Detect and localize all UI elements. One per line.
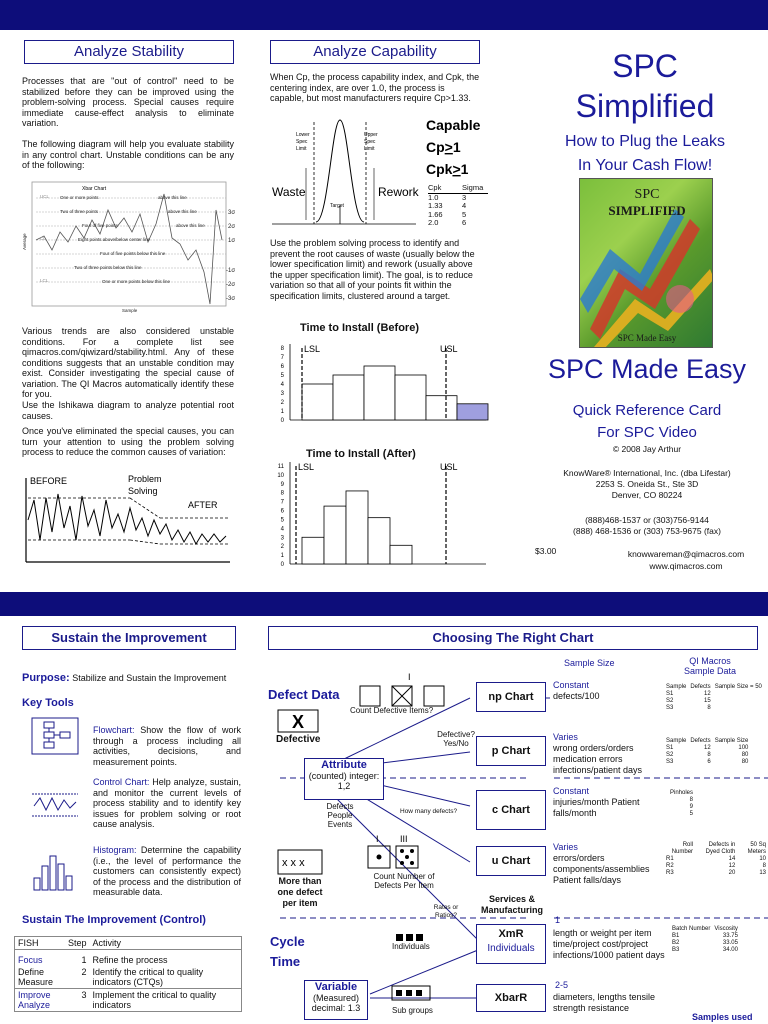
y-tick-label: 11 [277, 464, 284, 470]
control-chart-text: Help analyze, sustain, and monitor the current levels of process stability and to identify key issues for problem solving or root cause analysis. [93, 777, 241, 829]
roman-i: I [376, 834, 379, 844]
y-tick-label: 5 [280, 517, 284, 524]
u-th: Roll Number [671, 842, 694, 855]
individuals-label: Individuals [487, 943, 535, 954]
y-tick-label: 6 [280, 508, 284, 515]
xmr-desc: length or weight per item time/project cost/project infections/1000 patient days [553, 928, 665, 960]
sigma-3: 3σ [228, 210, 236, 216]
price: $3.00 [535, 546, 557, 556]
samples-used: Samples used [692, 1012, 753, 1022]
choosing-header: Choosing The Right Chart [268, 626, 758, 650]
p-td: 6 [707, 759, 711, 765]
count-number-label: Count Number of Defects Per Item [373, 872, 435, 890]
attribute-box [304, 758, 384, 800]
sigma-cell: 3 [462, 192, 467, 202]
u-td: R2 [666, 863, 674, 869]
activity-cell: Refine the process [92, 954, 168, 965]
sustain-header: Sustain the Improvement [22, 626, 236, 650]
c-td: 8 [689, 797, 694, 803]
xmr-td: B2 [672, 940, 680, 946]
p-desc: wrong orders/orders medication errors infections/patient days [553, 743, 643, 775]
cover-subtitle-2: In Your Cash Flow! [577, 157, 713, 174]
rule-4-text: Eight points above/below center line [78, 237, 151, 242]
activity-cell: Identify the critical to quality indicators (CTQs) [92, 966, 204, 987]
capable-label: Capable [426, 117, 481, 133]
p-td: 80 [741, 752, 749, 758]
solving-label: Solving [128, 486, 158, 496]
step-col-head: Step [68, 938, 87, 948]
rule-2-text: Two of three points [60, 209, 99, 214]
np-th: Sample [666, 684, 687, 690]
y-tick-label: 8 [280, 490, 284, 497]
rule-2b-text: above this line [168, 209, 197, 214]
xmr-chart-box[interactable] [476, 924, 546, 964]
xmr-td: 33.75 [722, 933, 738, 939]
p-td: S2 [666, 752, 674, 758]
roman-iii: III [400, 834, 408, 844]
histogram-bar [426, 396, 457, 420]
u-td: 14 [728, 856, 736, 862]
cover-subtitle-1: How to Plug the Leaks [564, 133, 726, 150]
control-chart-term: Control Chart: [93, 777, 150, 787]
how-many-defects: How many defects? [400, 808, 458, 815]
u-sample-size: Varies [553, 842, 578, 852]
histogram-bar [364, 366, 395, 420]
xmr-td: B3 [672, 947, 680, 953]
analyze-capability-header: Analyze Capability [270, 40, 480, 64]
quick-ref-card: Quick Reference Card [572, 402, 722, 419]
sigma-minus-1: -1σ [226, 268, 236, 274]
y-tick-label: 6 [280, 364, 284, 370]
fish-col-head: FISH [18, 938, 39, 948]
c-sample-size: Constant [553, 786, 590, 796]
cl-label: CL [40, 236, 46, 241]
qi-macros-label: QI Macros Sample Data [683, 656, 737, 676]
purpose-text: Stabilize and Sustain the Improvement [72, 673, 227, 683]
histogram-term: Histogram: [93, 845, 137, 855]
u-td: 12 [728, 863, 736, 869]
xmr-td: B1 [672, 933, 680, 939]
histogram-desc [93, 845, 241, 898]
defective-label: Defective [276, 734, 321, 745]
y-tick-label: 1 [280, 409, 284, 415]
city: Denver, CO 80224 [611, 490, 683, 500]
c-th: Pinholes [670, 790, 694, 796]
p-td: 12 [704, 745, 711, 751]
rule-5-text: Four of five points below this line [100, 251, 166, 256]
xmr-label: XmR [498, 928, 524, 940]
np-td: S1 [666, 691, 674, 697]
cpk-cell: 1.33 [428, 201, 443, 210]
activity-col-head: Activity [92, 938, 122, 948]
xbar-sample-size: 2-5 [555, 980, 569, 990]
u-td: 8 [762, 863, 766, 869]
problem-label: Problem [128, 474, 162, 484]
u-td: 10 [759, 856, 766, 862]
c-chart-box[interactable]: c Chart [476, 790, 546, 830]
np-th: Defects [690, 684, 711, 690]
variable-measured: (Measured) decimal: 1.3 [311, 993, 361, 1013]
u-sample-table [664, 842, 768, 877]
xmr-td: 34.00 [722, 947, 738, 953]
phone: (888)468-1537 or (303)756-9144 [585, 515, 709, 525]
lsl-label: LSL [304, 344, 321, 354]
cover-title-simplified: Simplified [575, 88, 715, 124]
for-spc-video: For SPC Video [597, 424, 697, 441]
fax: (888) 468-1536 or (303) 753-9675 (fax) [573, 526, 721, 536]
y-tick-label: 7 [280, 355, 284, 361]
after-histogram [276, 458, 492, 570]
rule-6-text: Two of three points below this line [74, 265, 142, 270]
step-cell: 3 [81, 989, 87, 1000]
y-axis-label: Average [22, 233, 27, 250]
target-label: Target [330, 203, 344, 209]
stability-ishikawa: Use the Ishikawa diagram to analyze potential root causes. [22, 400, 234, 421]
histogram-bar [302, 384, 333, 420]
y-tick-label: 4 [280, 526, 284, 533]
activity-cell: Implement the critical to quality indicators [92, 989, 217, 1010]
before-label: BEFORE [30, 476, 68, 486]
np-sample-table [664, 684, 764, 712]
lsl-label: LSL [298, 462, 315, 472]
histogram-bar [457, 404, 488, 420]
fish-cell: Define Measure [18, 966, 54, 987]
p-td: 80 [741, 759, 749, 765]
flowchart-text: Show the flow of work through a process including all activities, decisions, and measurement points. [93, 725, 241, 767]
histogram-icon [30, 852, 80, 892]
lcl-label: LCL [40, 278, 49, 283]
np-td: S2 [666, 698, 674, 704]
c-sample-table [668, 790, 695, 818]
upper-spec-label-3: Limit [364, 146, 375, 152]
waste-label: Waste [272, 185, 306, 199]
step-cell: 1 [81, 954, 87, 965]
upper-spec-label-2: Spec [364, 139, 376, 145]
individuals-small: Individuals [392, 942, 430, 951]
c-td: 9 [689, 804, 694, 810]
xmr-th: Viscosity [714, 926, 738, 932]
p-chart-box[interactable]: p Chart [476, 736, 546, 766]
p-td: S3 [666, 759, 674, 765]
histogram-text: Determine the capability (i.e., the level of performance the customers can consistently expect) of the process and the distribution of measurable data. [93, 845, 241, 897]
u-td: R3 [666, 870, 674, 876]
before-chart-title: Time to Install (Before) [300, 322, 419, 334]
xbar-title: Xbar Chart [82, 186, 107, 192]
lower-spec-label-3: Limit [296, 146, 307, 152]
book-title-simplified: SIMPLIFIED [608, 203, 686, 218]
defect-data-label: Defect Data [268, 687, 340, 702]
fish-cell: Focus [18, 954, 43, 965]
book-cover-image [579, 178, 713, 348]
key-tools-heading: Key Tools [22, 697, 74, 709]
p-td: 8 [707, 752, 711, 758]
y-tick-label: 8 [280, 346, 284, 352]
stability-trends: Various trends are also considered unstable conditions. For a complete list see qimacros.com/qiwizard/stability.html. Any of these conditions suggests that an unstable condition may exist. Consider investigating the special cause of variation. The QI Macros automatically identify these for you. [22, 326, 234, 399]
stability-diagram-intro: The following diagram will help you evaluate stability in any control chart. Unstable conditions can be any of the following: [22, 139, 234, 170]
histogram-bar [395, 375, 426, 420]
np-td: S3 [666, 705, 674, 711]
xmr-td: 33.05 [722, 940, 738, 946]
p-th: Sample [666, 738, 687, 744]
rule-3-text: Four of five points [82, 223, 118, 228]
p-td: 100 [738, 745, 749, 751]
address: 2253 S. Oneida St., Ste 3D [595, 479, 699, 489]
capability-problem-solving: Use the problem solving process to identify and prevent the root causes of waste (usually below the lower specification limit) and rework (usually above the upper specification limit). The goal, is to reduce variation so that all of your points fit within the specification limits, clustered around a target. [270, 238, 475, 301]
np-th: Sample Size = 50 [714, 684, 762, 690]
np-desc: defects/100 [553, 691, 600, 701]
cpk-cell: 2.0 [428, 218, 439, 227]
y-tick-label: 3 [280, 391, 284, 397]
p-sample-table [664, 738, 750, 766]
y-tick-label: 1 [280, 553, 284, 560]
y-tick-label: 7 [280, 499, 284, 506]
flowchart-icon [30, 716, 80, 756]
sigma-cell: 6 [462, 218, 467, 227]
sample-size-label: Sample Size [564, 658, 615, 668]
cover-title-spc: SPC [612, 48, 678, 84]
p-td: S1 [666, 745, 674, 751]
y-tick-label: 10 [277, 472, 284, 479]
y-tick-label: 0 [280, 562, 284, 568]
defects-people-events: Defects People Events [326, 802, 354, 829]
cpk-label: Cpk>1 [426, 161, 469, 177]
defective-yes-no: Defective? Yes/No [437, 730, 475, 748]
sigma-1: 1σ [228, 238, 236, 244]
p-sample-size: Varies [553, 732, 578, 742]
count-defective-label: Count Defective Items? [350, 706, 434, 715]
book-title-spc: SPC [634, 187, 660, 202]
rework-label: Rework [378, 185, 419, 199]
y-tick-label: 5 [280, 373, 284, 379]
u-td: R1 [666, 856, 674, 862]
y-tick-label: 0 [280, 418, 284, 424]
roman-i-top: I [408, 672, 411, 682]
middle-banner [0, 592, 768, 616]
x-mark: X [291, 712, 305, 732]
p-th: Sample Size [714, 738, 749, 744]
rule-1-text: One or more points [60, 195, 99, 200]
c-desc: injuries/month Patient falls/month [553, 797, 640, 818]
sigma-cell: 5 [462, 209, 467, 219]
fish-cell: Improve Analyze [18, 989, 51, 1010]
cp-label: Cp>1 [426, 139, 461, 155]
stability-common-causes: Once you've eliminated the special causes, you can turn your attention to using the problem solving process to reduce the common causes of variation: [22, 426, 234, 457]
usl-label: USL [440, 344, 458, 354]
stability-rules-chart [22, 180, 238, 314]
histogram-bar [390, 545, 412, 564]
services-manufacturing: Services & Manufacturing [481, 894, 543, 915]
xmr-sample-size: 1 [555, 915, 561, 925]
np-td: 8 [707, 705, 711, 711]
histogram-bar [333, 375, 364, 420]
xbarr-chart-box[interactable]: XbarR [476, 984, 546, 1012]
after-chart-title: Time to Install (After) [306, 448, 416, 460]
fish-table [14, 936, 242, 1012]
c-td: 5 [689, 811, 694, 817]
top-banner [0, 0, 768, 30]
analyze-stability-header: Analyze Stability [24, 40, 234, 64]
attribute-label: Attribute [321, 759, 367, 771]
email-link[interactable]: knowwareman@qimacros.com [627, 549, 745, 559]
lower-spec-label: Lower [296, 132, 310, 138]
y-tick-label: 4 [280, 382, 284, 388]
histogram-bar [368, 518, 390, 564]
y-tick-label: 9 [280, 481, 284, 488]
more-than-one-defect: More than one defect per item [277, 876, 323, 908]
flowchart-desc [93, 725, 241, 767]
upper-spec-label: Upper [364, 132, 378, 138]
website-link[interactable]: www.qimacros.com [649, 561, 723, 571]
rule-3b-text: above this line [176, 223, 205, 228]
xmr-th: Batch Number [672, 926, 711, 932]
capability-intro: When Cp, the process capability index, and Cpk, the centering index, are over 1.0, the process is capable, but most manufacturers require Cp>1.33. [270, 72, 480, 103]
y-tick-label: 2 [280, 544, 284, 551]
variable-label: Variable [314, 981, 358, 993]
np-chart-box[interactable]: np Chart [476, 682, 546, 712]
purpose [22, 672, 226, 684]
usl-label: USL [440, 462, 458, 472]
control-table-title: Sustain The Improvement (Control) [22, 914, 206, 926]
control-chart-desc [93, 777, 241, 830]
u-chart-box[interactable]: u Chart [476, 846, 546, 876]
sigma-header: Sigma [462, 183, 484, 192]
book-title-bottom: SPC Made Easy [617, 333, 677, 343]
u-th: Defects in Dyed Cloth [705, 842, 736, 855]
after-label: AFTER [188, 500, 218, 510]
y-tick-label: 3 [280, 535, 284, 542]
cpk-sigma-table [428, 184, 488, 228]
sigma-cell: 4 [462, 201, 467, 210]
spc-made-easy: SPC Made Easy [547, 354, 747, 384]
rates-or-ratios: Rates or Ratios? [433, 904, 459, 919]
before-histogram [276, 336, 492, 428]
company: KnowWare® International, Inc. (dba Lifestar) [563, 468, 731, 478]
cpk-header: Cpk [428, 183, 442, 192]
sigma-minus-3: -3σ [226, 296, 236, 302]
histogram-bar [324, 506, 346, 564]
np-sample-size: Constant [553, 680, 590, 690]
purpose-label: Purpose: [22, 672, 70, 684]
sub-groups-label: Sub groups [392, 1006, 433, 1015]
before-after-run-chart [20, 470, 236, 570]
ucl-label: UCL [40, 194, 50, 199]
flowchart-term: Flowchart: [93, 725, 135, 735]
sigma-2: 2σ [228, 224, 236, 230]
attribute-counted: (counted) integer: 1,2 [308, 771, 380, 791]
u-th: 50 Sq Meters [747, 842, 766, 855]
np-td: 15 [704, 698, 711, 704]
cpk-cell: 1.66 [428, 209, 443, 219]
np-td: 12 [704, 691, 711, 697]
histogram-bar [346, 491, 368, 564]
histogram-bar [302, 537, 324, 564]
u-td: 13 [759, 870, 766, 876]
rule-1b-text: above this line [158, 195, 187, 200]
control-chart-icon [30, 790, 80, 820]
sigma-minus-2: -2σ [226, 282, 236, 288]
xmr-sample-table [670, 926, 740, 954]
x-axis-label: Sample [122, 308, 138, 313]
step-cell: 2 [81, 966, 87, 977]
cycle-time-label: Cycle Time [270, 934, 305, 969]
u-desc: errors/orders components/assemblies Patient falls/days [553, 853, 650, 885]
copyright: © 2008 Jay Arthur [612, 444, 682, 454]
rule-7-text: One or more points below this line [102, 279, 171, 284]
p-th: Defects [690, 738, 711, 744]
x-marks-text: x x x [282, 857, 305, 869]
u-td: 20 [728, 870, 736, 876]
lower-spec-label-2: Spec [296, 139, 308, 145]
stability-intro: Processes that are "out of control" need to be stabilized before they can be improved using the problem-solving process. Special causes require immediate cause-effect analysis to eliminate variation. [22, 76, 234, 128]
cpk-cell: 1.0 [428, 192, 439, 202]
xbar-desc: diameters, lengths tensile strength resistance [553, 992, 656, 1013]
y-tick-label: 2 [280, 400, 284, 406]
variable-box [304, 980, 368, 1020]
